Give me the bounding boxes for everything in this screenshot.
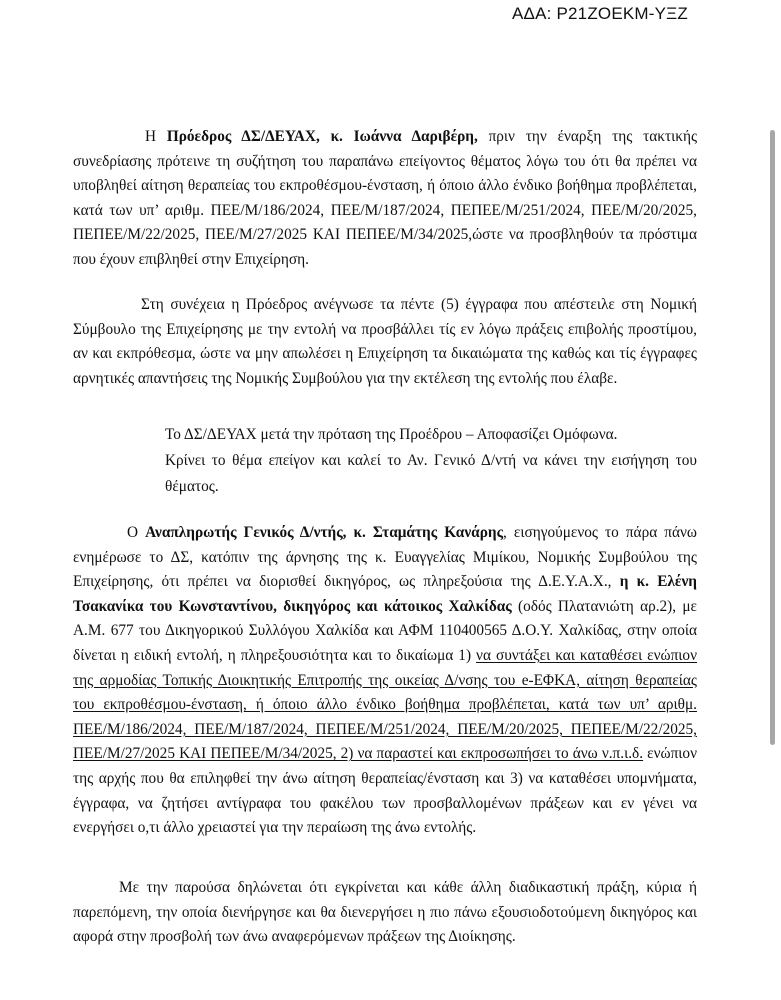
text-line: ΠΕΕ/Μ/27/2025 ΚΑΙ ΠΕΠΕΕ/Μ/34/2025, 2) να παραστεί και εκπροσωπήσει το άνω ν.π.ι.δ. ενώπιον — [73, 745, 697, 763]
text-line: Η Πρόεδρος ΔΣ/ΔΕΥΑΧ, κ. Ιωάννα Δαριβέρη, πριν την έναρξη της τακτικής — [145, 128, 698, 145]
decision-block — [165, 422, 697, 500]
text-line: Α.Μ. 677 του Δικηγορικού Συλλόγου Χαλκίδα και ΑΦΜ 110400565 Δ.Ο.Υ. Χαλκίδας, στην οποία — [73, 622, 697, 640]
paragraph-approval — [73, 876, 697, 950]
deputy-director-name: Αναπληρωτής Γενικός Δ/ντής, κ. Σταμάτης Κανάρης — [145, 524, 504, 541]
text-line: δίνεται η ειδική εντολή, η πληρεξουσιότητα και το δικαίωμα 1) να συντάξει και καταθέσει ενώπιον — [73, 646, 697, 664]
text-line: Στη συνέχεια η Πρόεδρος ανέγνωσε τα πέντε (5) έγγραφα που απέστειλε στη Νομική — [141, 296, 697, 313]
text-line: έγγραφα, να ζητήσει αντίγραφα του φακέλου των προσβαλλομένων πράξεων και εν γένει να — [73, 794, 697, 812]
text-line: ΠΕΠΕΕ/Μ/22/2025, ΠΕΕ/Μ/27/2025 ΚΑΙ ΠΕΠΕΕ/Μ/34/2025,ώστε να προσβληθούν τα πρόστιμα — [73, 226, 697, 244]
decision-line: Κρίνει το θέμα επείγον και καλεί το Αν. Γενικό Δ/ντή να κάνει την εισήγηση του — [165, 452, 697, 469]
decision-line: θέματος. — [165, 478, 219, 495]
text-line: Σύμβουλο της Επιχείρησης με την εντολή να προσβάλλει τίς εν λόγω πράξεις επιβολής προστίμου, — [73, 320, 697, 338]
text-line: παρεπόμενη, την οποία διενήργησε και θα διενεργήσει η πιο πάνω εξουσιοδοτούμενη δικηγόρος και — [73, 903, 697, 921]
text-line: που έχουν επιβληθεί στην Επιχείρηση. — [73, 250, 309, 268]
text-line: Επιχείρησης, ότι πρέπει να διορισθεί δικηγόρος, ως πληρεξούσια της Δ.Ε.Υ.Α.Χ., η κ. Ελένη — [73, 573, 697, 591]
paragraph-president-proposal — [73, 125, 697, 273]
paragraph-deputy-director — [73, 521, 697, 841]
lawyer-name: η κ. Ελένη — [619, 573, 697, 591]
text-line: Τσακανίκα του Κωνσταντίνου, δικηγόρος και κάτοικος Χαλκίδας (οδός Πλατανιώτη αρ.2), με — [73, 597, 697, 615]
underlined-mandate: να συντάξει και καταθέσει ενώπιον — [476, 646, 697, 664]
text-line: συνεδρίασης πρότεινε τη συζήτηση του παραπάνω επείγοντος θέματος λόγω του ότι θα πρέπει να — [73, 152, 697, 170]
lawyer-details: Τσακανίκα του Κωνσταντίνου, δικηγόρος και κάτοικος Χαλκίδας — [73, 597, 512, 615]
text-line: Ο Αναπληρωτής Γενικός Δ/ντής, κ. Σταμάτης Κανάρης, εισηγούμενος το πάρα πάνω — [127, 524, 697, 541]
text-line: Με την παρούσα δηλώνεται ότι εγκρίνεται και κάθε άλλη διαδικαστική πράξη, κύρια ή — [119, 879, 697, 896]
text-line: αρνητικές απαντήσεις της Νομικής Συμβούλου για την εκτέλεση της εντολής που έλαβε. — [73, 369, 618, 387]
text-line: αν και εκπρόθεσμα, ώστε να μην απωλέσει η Επιχείρηση τα δικαιώματα της καθώς και τίς έγγραφες — [73, 345, 697, 363]
text-line: ΠΕΕ/Μ/186/2024, ΠΕΕ/Μ/187/2024, ΠΕΠΕΕ/Μ/251/2024, ΠΕΕ/Μ/20/2025, ΠΕΠΕΕ/Μ/22/2025, — [73, 720, 697, 738]
text-line: αφορά στην προσβολή των άνω αναφερόμενων πράξεων της Διοίκησης. — [73, 928, 516, 946]
scrollbar[interactable] — [770, 130, 775, 745]
paragraph-documents — [73, 293, 697, 391]
text-line: υποβληθεί αίτηση θεραπείας του εκπροθέσμου-ένσταση, ή όποιο άλλο ένδικο βοήθημα προβλέπεται, — [73, 177, 697, 195]
text-line: της αρμοδίας Τοπικής Διοικητικής Επιτροπής της οικείας Δ/νσης του e-ΕΦΚΑ, αίτηση θεραπείας — [73, 671, 697, 689]
text-line: ενεργήσει ο,τι άλλο χρειαστεί για την περαίωση της άνω εντολής. — [73, 819, 477, 837]
text-line: του εκπροθέσμου-ένσταση, ή όποιο άλλο ένδικο βοήθημα προβλέπεται, κατά των υπ’ αριθμ. — [73, 696, 697, 714]
decision-line: Το ΔΣ/ΔΕΥΑΧ μετά την πρόταση της Προέδρου – Αποφασίζει Ομόφωνα. — [165, 426, 618, 443]
text-line: της αρχής που θα επιληφθεί την άνω αίτηση θεραπείας/ένσταση και 3) να καταθέσει υπομνήματα, — [73, 769, 697, 787]
president-name: Πρόεδρος ΔΣ/ΔΕΥΑΧ, κ. Ιωάννα Δαριβέρη, — [166, 128, 478, 145]
text-line: ενημέρωσε το ΔΣ, κατόπιν της άρνησης της κ. Ευαγγελίας Μιμίκου, Νομικής Συμβούλου της — [73, 548, 697, 566]
ada-code: ΑΔΑ: Ρ21ΖΟΕΚΜ-ΥΞΖ — [512, 4, 689, 23]
text-line: κατά των υπ’ αριθμ. ΠΕΕ/Μ/186/2024, ΠΕΕ/Μ/187/2024, ΠΕΠΕΕ/Μ/251/2024, ΠΕΕ/Μ/20/2025, — [73, 201, 697, 219]
